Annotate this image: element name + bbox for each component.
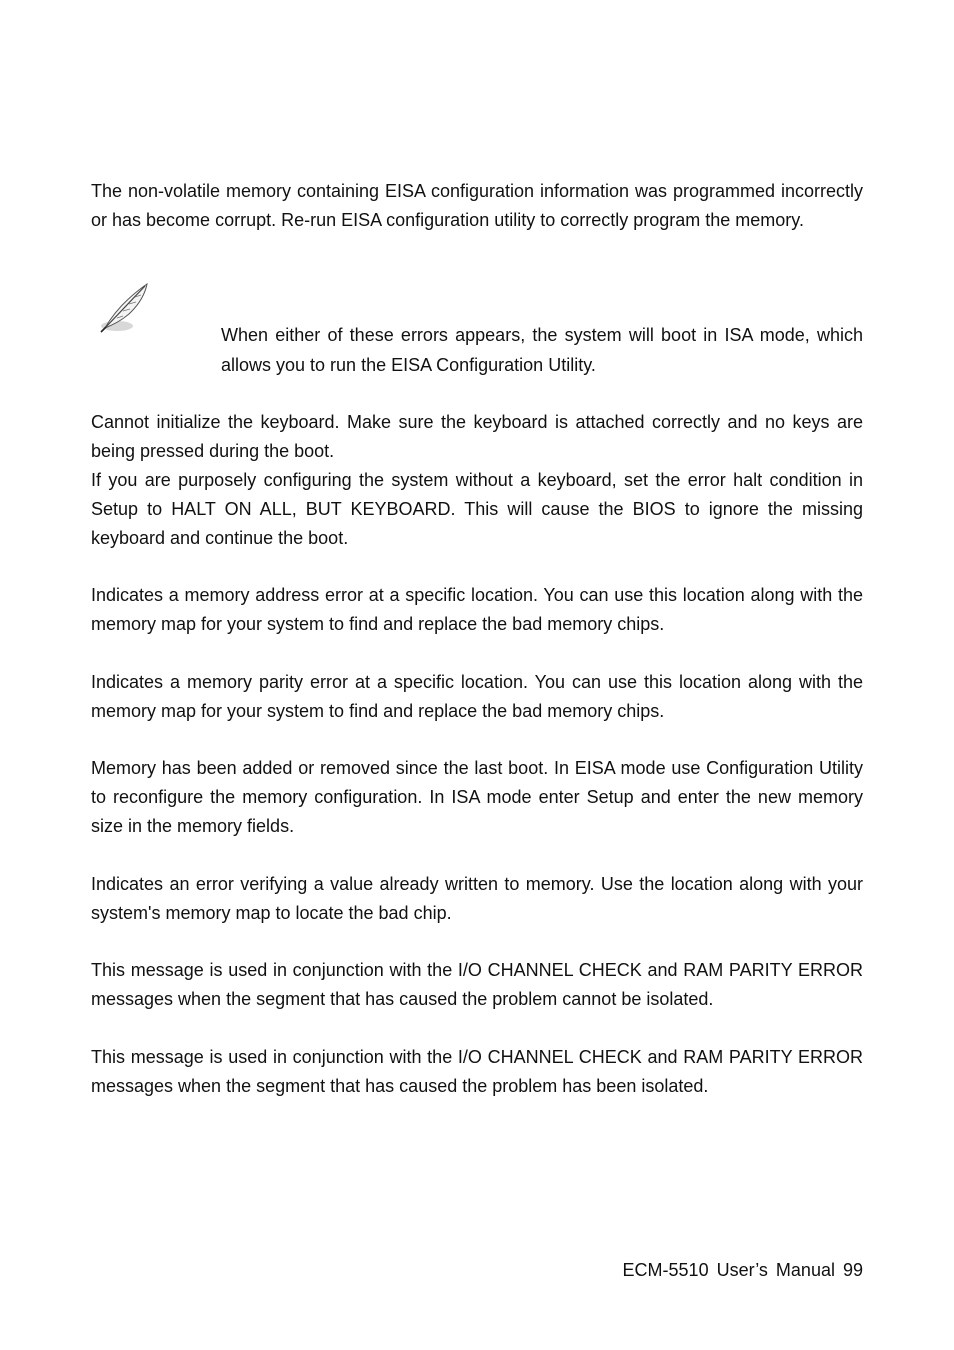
paragraph-segment-known: This message is used in conjunction with the I/O CHANNEL CHECK and RAM PARITY ERROR messages when the segment that has caused the problem has been isolated. — [91, 1047, 863, 1096]
paragraph-segment-unknown: This message is used in conjunction with the I/O CHANNEL CHECK and RAM PARITY ERROR messages when the segment that has caused the problem cannot be isolated. — [91, 960, 863, 1009]
paragraph-memory-size-error: Memory has been added or removed since the last boot. In EISA mode use Configuration Utility to reconfigure the memory configuration. In ISA mode enter Setup and enter the new memory size in the memory fields. — [91, 758, 863, 836]
paragraph-keyboard-halt: If you are purposely configuring the system without a keyboard, set the error halt condition in Setup to HALT ON ALL, BUT KEYBOARD. This will cause the BIOS to ignore the missing keyboard and continue the boot. — [91, 470, 863, 548]
page-footer: ECM-5510 User’s Manual 99 — [622, 1260, 863, 1280]
paragraph-keyboard-error: Cannot initialize the keyboard. Make sure the keyboard is attached correctly and no keys are being pressed during the boot. — [91, 412, 863, 461]
paragraph-eisa-cmos: The non-volatile memory containing EISA configuration information was programmed incorrectly or has become corrupt. Re-run EISA configuration utility to correctly program the memory. — [91, 181, 863, 230]
note-text: When either of these errors appears, the system will boot in ISA mode, which allows you to run the EISA Configuration Utility. — [221, 325, 863, 375]
feather-quill-icon — [93, 278, 161, 344]
paragraph-memory-verify-error: Indicates an error verifying a value already written to memory. Use the location along with your system's memory map to locate the bad chip. — [91, 874, 863, 923]
paragraph-memory-parity-error: Indicates a memory parity error at a specific location. You can use this location along with the memory map for your system to find and replace the bad memory chips. — [91, 672, 863, 721]
paragraph-memory-address-error: Indicates a memory address error at a specific location. You can use this location along with the memory map for your system to find and replace the bad memory chips. — [91, 585, 863, 634]
